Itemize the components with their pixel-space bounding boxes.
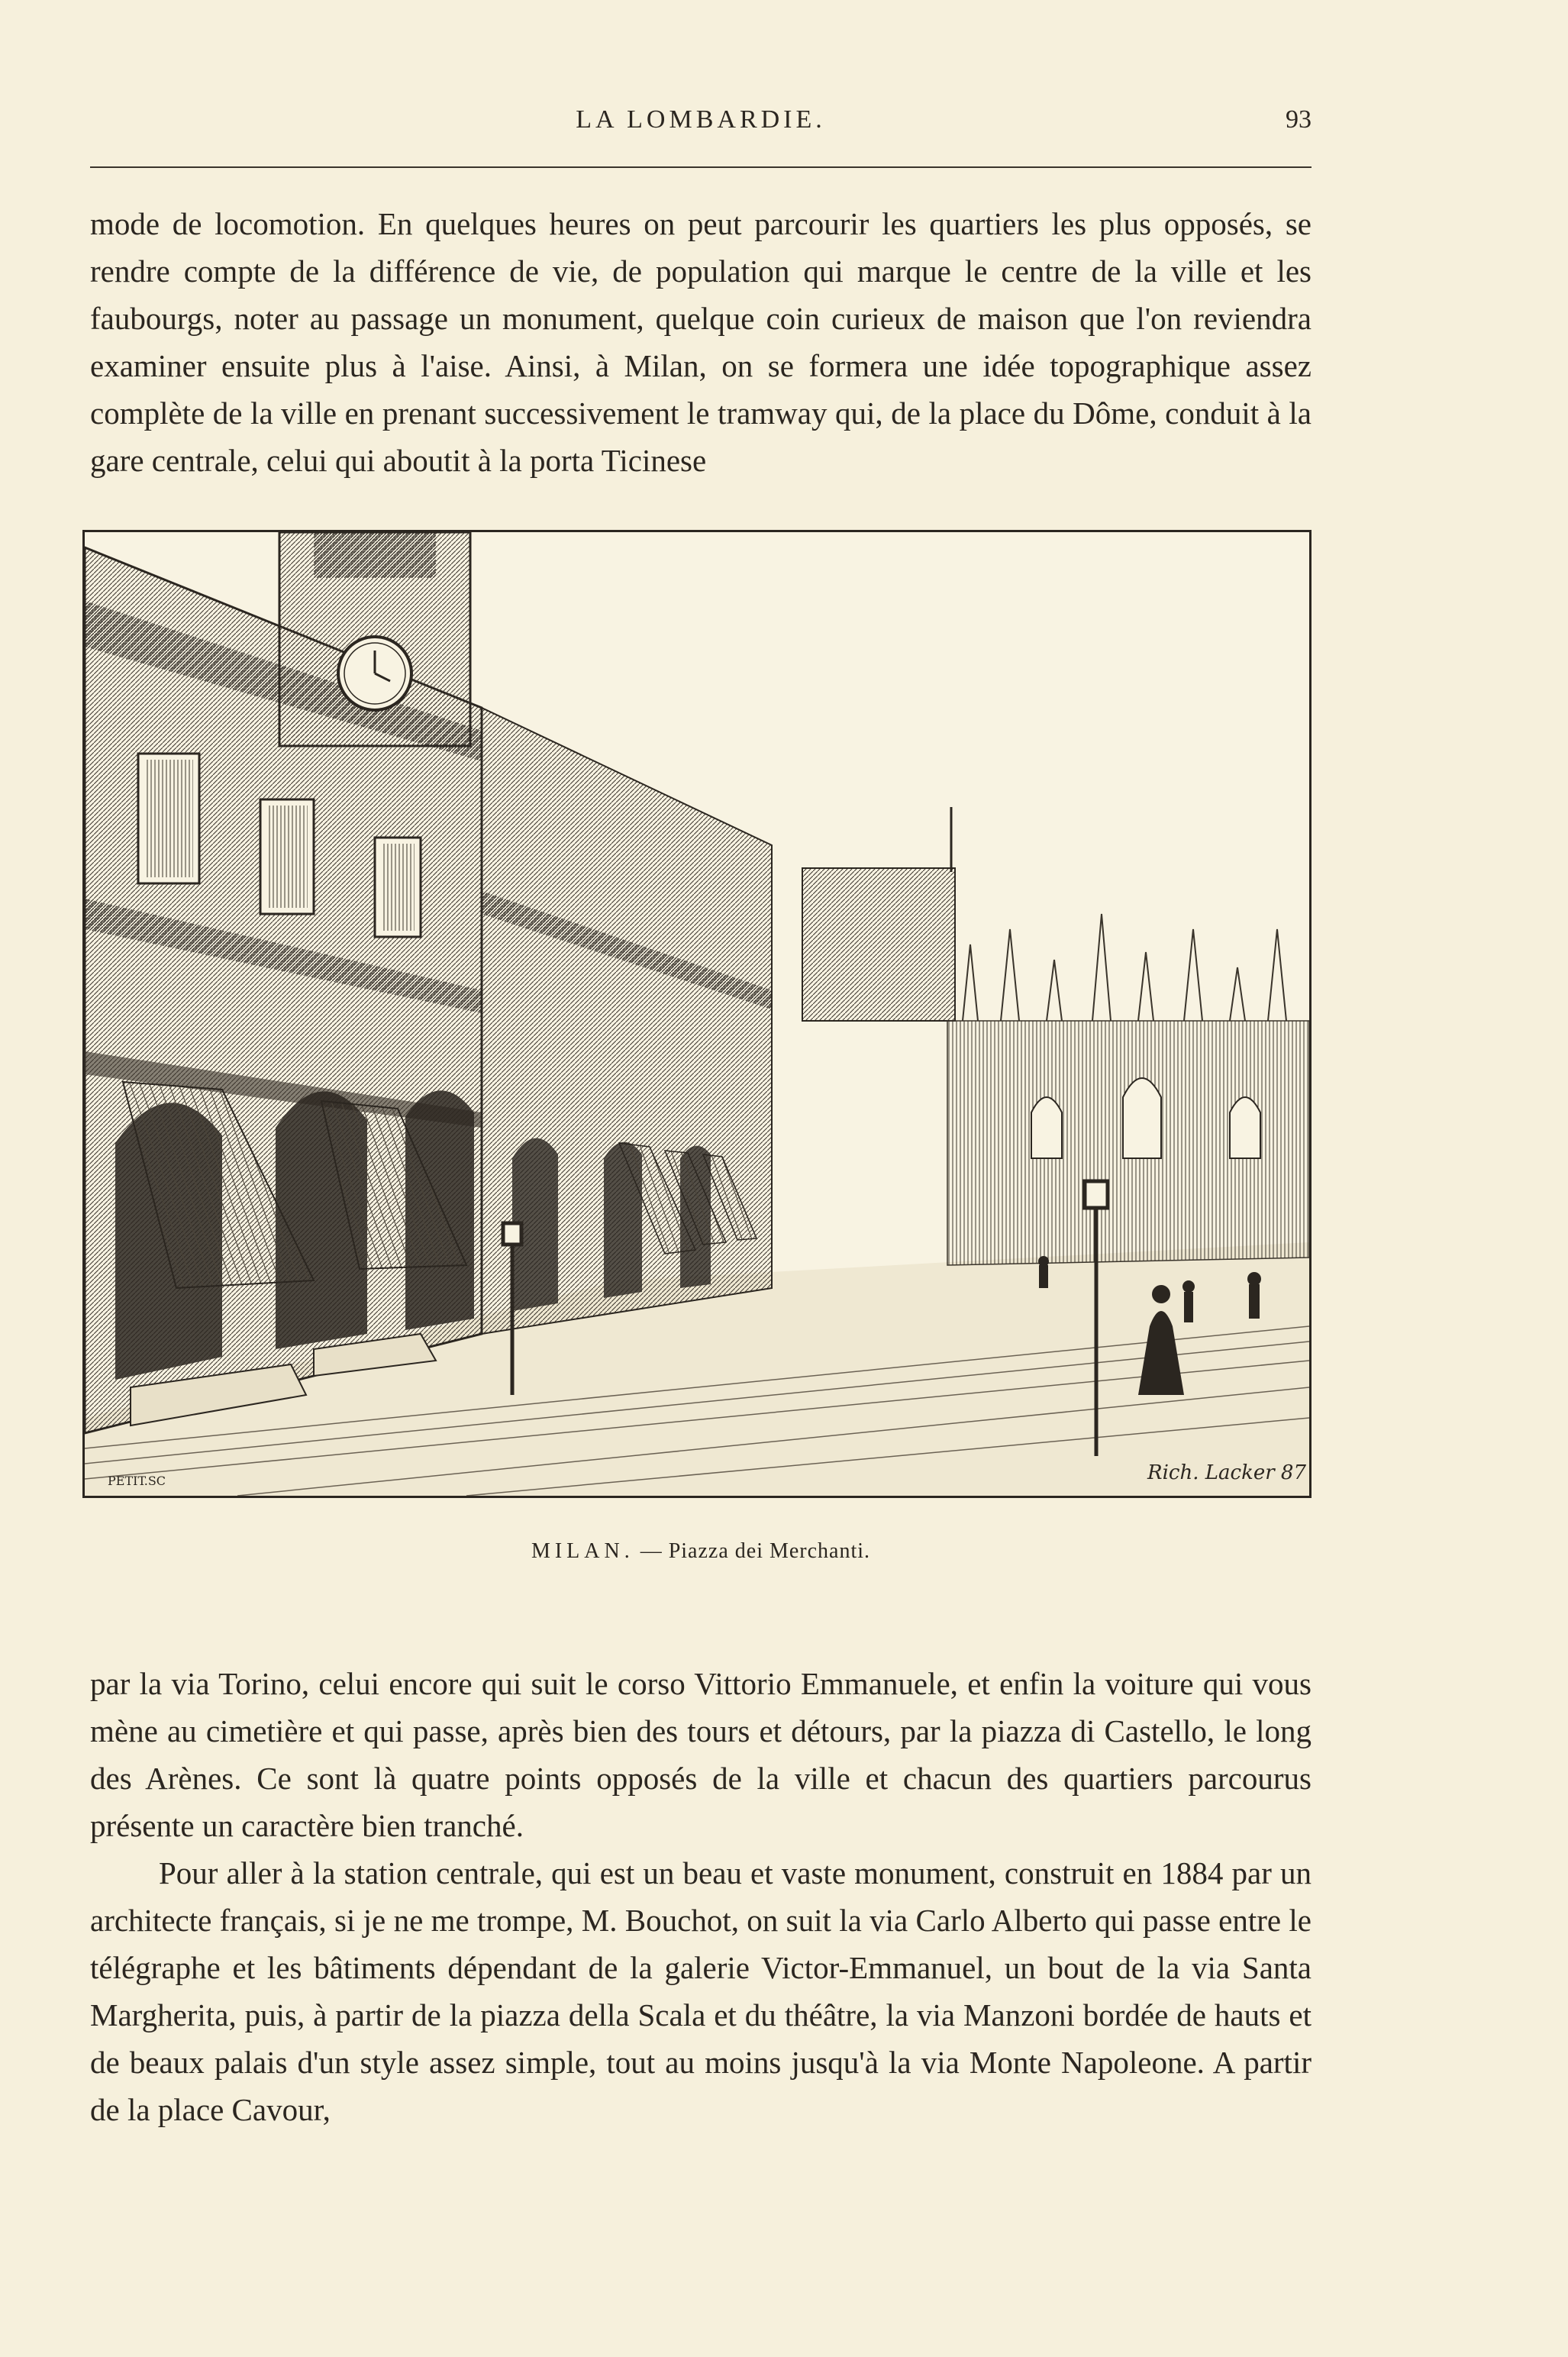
page-header [90, 98, 1312, 144]
artist-signature: Rich. Lacker 87 [1147, 1461, 1306, 1484]
caption-title: Piazza dei Merchanti. [668, 1539, 871, 1563]
paragraph: mode de locomotion. En quelques heures on peut parcourir les quartiers les plus opposés, se rendre compte de la différence de vie, de population qui marque le centre de la ville et les faubourgs, noter au passage un monument, quelque coin curieux de maison que l'on reviendra examiner ensuite plus à l'aise. Ainsi, à Milan, on se formera une idée topographique assez complète de la ville en prenant successivement le tramway qui, de la place du Dôme, conduit à la gare centrale, celui qui aboutit à la porta Ticinese [90, 206, 1312, 478]
engraving-illustration [82, 530, 1312, 1498]
caption-place: MILAN. [531, 1539, 634, 1563]
paragraph: par la via Torino, celui encore qui suit le corso Vittorio Emmanuele, et enfin la voiture qui vous mène au cimetière et qui passe, après bien des tours et détours, par la piazza di Castello, le long des Arènes. Ce sont là quatre points opposés de la ville et chacun des quartiers parcourus présente un caractère bien tranché. [90, 1666, 1312, 1843]
caption-separator: — [640, 1539, 663, 1563]
body-text-bottom [90, 1660, 1312, 2133]
page-number: 93 [1286, 105, 1312, 134]
paragraph: Pour aller à la station centrale, qui est un beau et vaste monument, construit en 1884 par un architecte français, si je ne me trompe, M. Bouchot, on suit la via Carlo Alberto qui passe entre le télégraphe et les bâtiments dépendant de la galerie Victor-Emmanuel, un bout de la via Santa Margherita, puis, à partir de la piazza della Scala et du théâtre, la via Manzoni bordée de hauts et de beaux palais d'un style assez simple, tout au moins jusqu'à la via Monte Napoleone. A partir de la place Cavour, [90, 1855, 1312, 2127]
running-title: LA LOMBARDIE. [576, 105, 826, 134]
figure-caption [90, 1539, 1312, 1564]
header-rule [90, 166, 1312, 168]
body-text-top [90, 200, 1312, 484]
engraving-drawing [85, 532, 1309, 1496]
engraver-mark: PETIT.SC [108, 1474, 166, 1488]
